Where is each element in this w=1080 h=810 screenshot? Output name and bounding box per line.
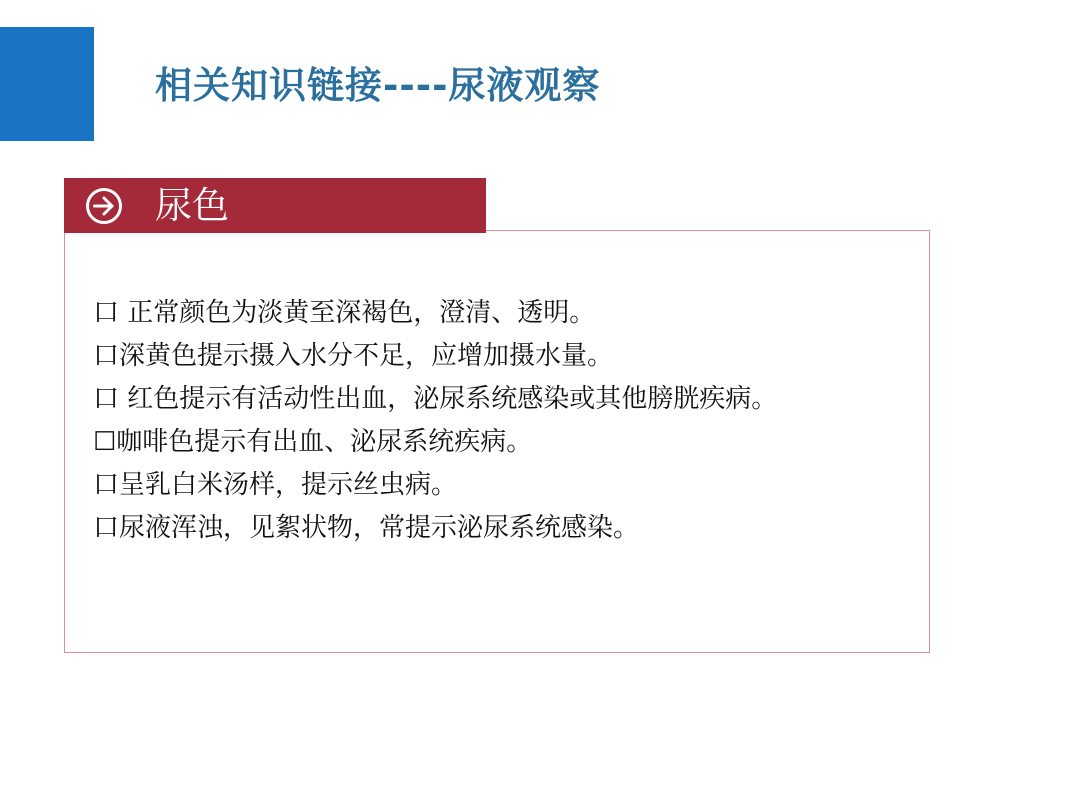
accent-block	[0, 27, 94, 141]
circle-arrow-right-icon	[85, 187, 123, 225]
bullet-list	[93, 292, 923, 550]
section-header	[64, 178, 486, 233]
list-item: 口 红色提示有活动性出血，泌尿系统感染或其他膀胱疾病。	[93, 384, 778, 414]
list-item: 口 正常颜色为淡黄至深褐色，澄清、透明。	[93, 298, 596, 328]
section-title: 尿色	[155, 184, 229, 227]
list-item: 口深黄色提示摄入水分不足，应增加摄水量。	[93, 341, 614, 371]
slide-title: 相关知识链接----尿液观察	[155, 64, 601, 107]
list-item: ☐咖啡色提示有出血、泌尿系统疾病。	[93, 427, 533, 457]
list-item: 口呈乳白米汤样，提示丝虫病。	[93, 470, 458, 500]
list-item: 口尿液浑浊，见絮状物，常提示泌尿系统感染。	[93, 513, 640, 543]
